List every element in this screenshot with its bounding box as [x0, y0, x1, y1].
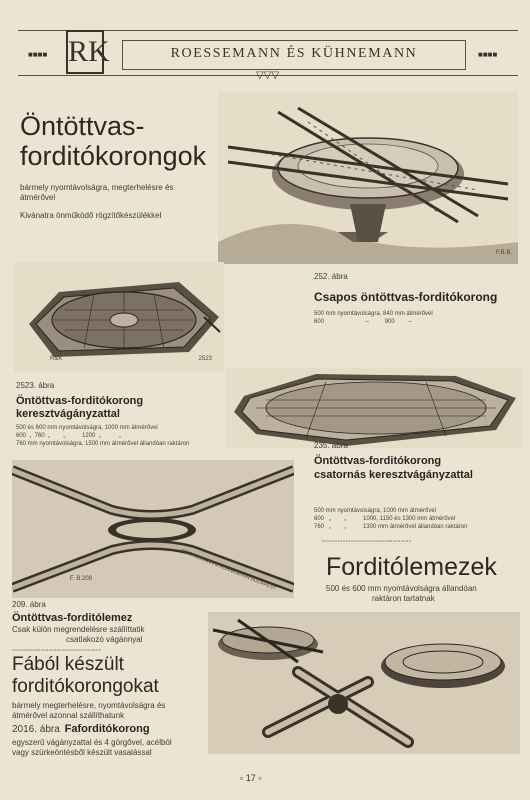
fig235-line1: 500 mm nyomtávolságra, 1000 mm átmérővel	[314, 508, 437, 514]
fig2523-line2: 600 „ 760 „ „ 1200 „ „	[16, 433, 122, 439]
wood-ornament-rule: ▫▫▫▫▫▫▫▫▫▫▫▫▫▫▫▫▫▫▫▫▫▫▫▫▫▫▫▫▫▫▫▫▫▫	[12, 648, 102, 654]
wood-fig-title: Faforditókorong	[64, 723, 150, 735]
turntable-252-engraving	[218, 92, 518, 264]
fig252-line2-dash2: –	[408, 319, 412, 325]
page-number-value: 17	[245, 773, 256, 783]
fig2523-line3: 760 mm nyomtávolságra, 1500 mm átmérővel állandóan raktáron	[16, 441, 190, 447]
fig235-line2: 600 „ „ 1000, 1150 és 1300 mm átmérővel	[314, 516, 456, 522]
fig252-line2-dash1: –	[365, 319, 370, 325]
fig252-line2-gauge: 600	[314, 319, 325, 325]
plates-line1: 500 és 600 mm nyomtávolságra állandóan	[326, 584, 477, 593]
turntable-plate-209-engraving	[12, 460, 294, 598]
fig235-title-line1: Öntöttvas-forditókorong	[314, 455, 442, 467]
header-squares-left: ■■■■	[28, 50, 48, 59]
fig209-line1: Csak külön megrendelésre szállíttatik	[12, 625, 145, 634]
firm-name: ROESSEMANN ÉS KÜHNEMANN	[170, 46, 418, 61]
wood-fig-label	[12, 723, 150, 737]
wood-desc1: egyszerű vágányzattal és 4 görgővel, acélból	[12, 738, 172, 747]
plates-title: Forditólemezek	[326, 553, 497, 581]
fig209-plate-text: ROESSEMANN & KÜHNEMANN BUDAPEST	[179, 548, 277, 592]
fig209-label: 209. ábra	[12, 600, 46, 609]
header-squares-right: ■■■■	[478, 50, 498, 59]
fig209-line2: csatlakozó vágánnyal	[66, 635, 143, 644]
turntable-2523-engraving	[14, 262, 224, 372]
fig252-line2	[314, 319, 412, 327]
fig252-artist-mark: F.B.B.	[495, 250, 512, 257]
company-monogram-logo: RK	[66, 30, 104, 74]
wood-line2: átmérővel azonnal szállíthatunk	[12, 711, 125, 720]
turntable-235-engraving	[226, 368, 522, 448]
fig252-label: 252. ábra	[314, 272, 348, 281]
fig2523-label: 2523. ábra	[16, 381, 55, 390]
section-title-line1: Öntöttvas-	[20, 111, 145, 141]
fig252-title: Csapos öntöttvas-forditókorong	[314, 290, 498, 304]
fig235-line3: 760 „ „ 1300 mm átmérővel állandóan raktáron	[314, 524, 468, 530]
fig2523-title-line1: Öntöttvas-forditókorong	[16, 395, 144, 407]
fig235-label: 235. ábra	[314, 441, 348, 450]
fig209-title: Öntöttvas-forditólemez	[12, 612, 133, 624]
wooden-turntables-engraving	[208, 612, 520, 754]
fig209-plate-mark: F. B.209	[70, 576, 93, 582]
fig2523-title-line2: keresztvágányzattal	[16, 408, 120, 420]
fig2523-plate-mark-left: R&K	[50, 356, 63, 363]
wood-fig-number: 2016. ábra	[12, 724, 60, 735]
wood-desc2: vagy szürkeöntésből készült vasalással	[12, 748, 152, 757]
wood-title-line1: Fából készült	[12, 654, 124, 675]
page-number: ▫ 17 ▫	[240, 773, 262, 783]
plates-ornament-rule: ▫▫▫▫▫▫▫▫▫▫▫▫▫▫▫▫▫▫▫▫▫▫▫▫▫▫▫▫▫▫▫▫▫▫	[322, 539, 412, 545]
section-note: Kivánatra önműködő rögzítőkészülékkel	[20, 211, 162, 220]
fig252-line1: 500 mm nyomtávolságra, 840 mm átmérővel	[314, 311, 433, 317]
plates-line2: raktáron tartatnak	[372, 594, 435, 603]
section-title-line2: forditókorongok	[20, 141, 207, 171]
fig252-line2-diameter: 900	[384, 319, 395, 325]
wood-line1: bármely megterhelésre, nyomtávolságra és	[12, 701, 166, 710]
section-subtitle: bármely nyomtávolságra, megterhelésre és átmérővel	[20, 183, 174, 202]
fig2523-plate-mark-right: 2523	[198, 356, 212, 363]
fig2523-line1: 500 és 600 mm nyomtávolságra, 1000 mm átmérővel	[16, 425, 158, 431]
fig235-title-line2: csatornás keresztvágányzattal	[314, 469, 473, 481]
header-ornament-icon: ▽▽▽	[256, 70, 280, 81]
wood-title-line2: forditókorongokat	[12, 676, 159, 697]
